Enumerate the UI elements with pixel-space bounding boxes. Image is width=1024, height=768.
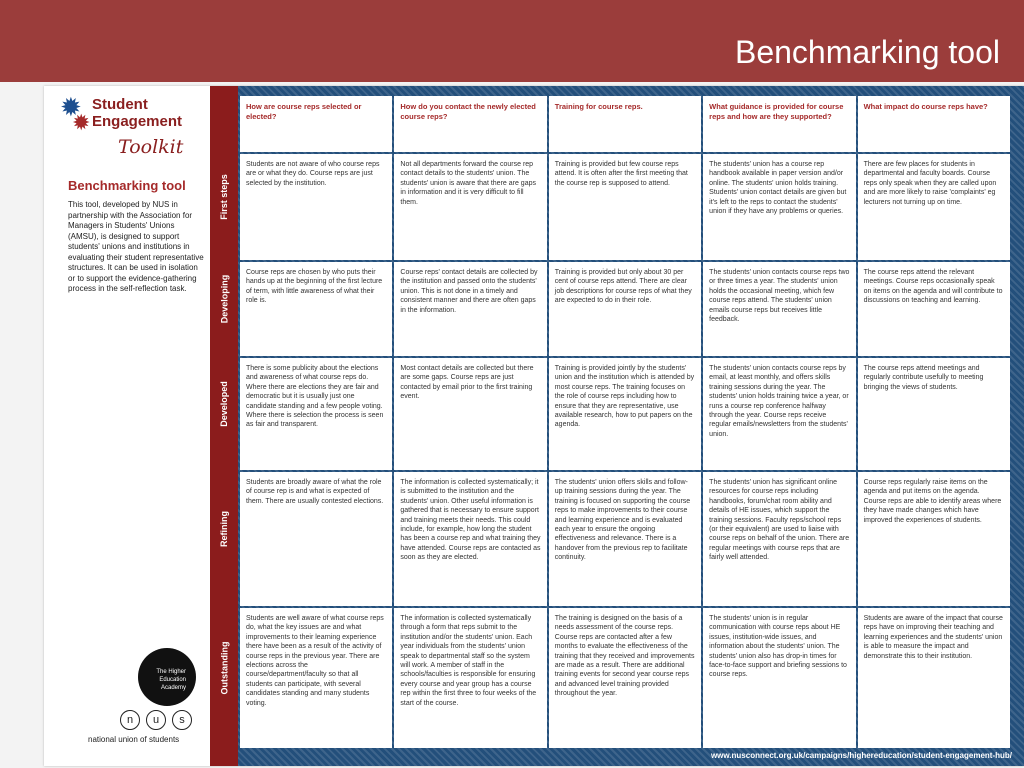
table-cell: Students are broadly aware of what the role of course rep is and what is expected of them. There are usually contested elections. bbox=[240, 472, 392, 606]
sidebar-description: This tool, developed by NUS in partnership with the Association for Managers in Students' Unions (AMSU), is designed to support students' unions and institutions in evaluating their student representative structures. It can be used in isolation or to support the evidence-gathering process in the self-reflection task. bbox=[68, 200, 204, 293]
table-cell: The students' union has a course rep handbook available in paper version and/or online. The students' union holds training. Students' union contact details are given but it's left to the reps to contact the students' union if they have any problems or queries. bbox=[703, 154, 855, 260]
row-label-refining bbox=[210, 462, 238, 596]
table-cell: There is some publicity about the elections and awareness of what course reps do. Where there are elections they are fair and democratic but it is usually just one candidate standing and a few people voting. Where there is selection the process is seen as fair and transparent. bbox=[240, 358, 392, 470]
table-row bbox=[240, 154, 1010, 260]
toolkit-logo bbox=[60, 92, 210, 172]
row-label-developing bbox=[210, 252, 238, 346]
column-header: How are course reps selected or elected? bbox=[240, 96, 392, 152]
table-cell: Training is provided but only about 30 per cent of course reps attend. There are clear job descriptions for course reps of what they are expected to do in their role. bbox=[549, 262, 701, 356]
academy-logo bbox=[138, 648, 196, 706]
row-label-outstanding bbox=[210, 598, 238, 738]
logo-line-2: Engagement bbox=[92, 113, 183, 130]
table-cell: The students' union is in regular communication with course reps about HE issues, institution-wide issues, and information about the students' union. The students' union also has drop-in times for face-to-face support and briefing sessions to course reps. bbox=[703, 608, 855, 748]
logo-line-1: Student bbox=[92, 96, 148, 113]
table-row bbox=[240, 262, 1010, 356]
table-cell: Course reps are chosen by who puts their hands up at the beginning of the first lecture of term, with little awareness of what their role is. bbox=[240, 262, 392, 356]
benchmark-grid bbox=[238, 86, 1024, 766]
gear-icon: ✹ bbox=[72, 110, 91, 135]
table-cell: Students are not aware of who course reps are or what they do. Course reps are just selected by the institution. bbox=[240, 154, 392, 260]
table-cell: Course reps regularly raise items on the agenda and put items on the agenda. Course reps are able to identify areas where they have made changes which have improved the experiences of students. bbox=[858, 472, 1010, 606]
gear-icon: ✹ bbox=[60, 92, 82, 122]
table-cell: Training is provided but few course reps attend. It is often after the first meeting that the course rep is supposed to attend. bbox=[549, 154, 701, 260]
table-cell: Most contact details are collected but there are some gaps. Course reps are just contacted by email prior to the first training event. bbox=[394, 358, 546, 470]
column-header: How do you contact the newly elected course reps? bbox=[394, 96, 546, 152]
sidebar-heading: Benchmarking tool bbox=[68, 178, 186, 193]
table-cell: Training is provided jointly by the students' union and the institution which is attended by most course reps. The training focuses on the role of course reps including how to ensure that they are representative, use available research, how to put papers on the agenda. bbox=[549, 358, 701, 470]
table-cell: The students' union has significant online resources for course reps including handbooks, forum/chat room ability and details of HE issues, which support the training sessions. Faculty reps/school reps (or their equivalent) are used to liaise with course reps on behalf of the union. There are regular meetings with course reps that are fairly well attended. bbox=[703, 472, 855, 606]
footer-url[interactable]: www.nusconnect.org.uk/campaigns/highereducation/student-engagement-hub/ bbox=[710, 751, 1012, 760]
table-cell: Students are well aware of what course reps do, what the key issues are and what improvements to their learning experience there have been as a result of the activity of course reps in the previous year. There are elections across the course/department/faculty so that all students can participate, with several candidates standing and many students voting. bbox=[240, 608, 392, 748]
slide-title: Benchmarking tool bbox=[734, 34, 1000, 70]
table-cell: The training is designed on the basis of a needs assessment of the course reps. Course reps are contacted after a few months to evaluate the effectiveness of the training that they received and improvements are made as a result. There are additional training events for second year course reps and advanced level training provided throughout the year. bbox=[549, 608, 701, 748]
row-label-developed bbox=[210, 348, 238, 460]
benchmark-table bbox=[238, 94, 1012, 750]
table-row bbox=[240, 472, 1010, 606]
table-cell: Course reps' contact details are collected by the institution and passed onto the students' union. This is not done in a timely and consistent manner and there are often gaps in the information. bbox=[394, 262, 546, 356]
column-header: Training for course reps. bbox=[549, 96, 701, 152]
academy-logo-text: The Higher Education Academy bbox=[156, 669, 186, 691]
table-cell: The information is collected systematically; it is submitted to the institution and the students' union. Other useful information is gathered that is necessary to ensure support and training meets their needs. This could include, for example, how long the student has been a course rep and what training they have attended. Course reps are contacted as soon as they are elected. bbox=[394, 472, 546, 606]
logo-line-3: Toolkit bbox=[118, 136, 184, 158]
table-cell: The students' union contacts course reps two or three times a year. The students' union holds the occasional meeting, which few course reps attend. The students' union emails course reps but receives little feedback. bbox=[703, 262, 855, 356]
column-header: What impact do course reps have? bbox=[858, 96, 1010, 152]
table-row bbox=[240, 608, 1010, 748]
benchmarking-document bbox=[44, 86, 1024, 766]
row-label-text: Developing bbox=[219, 274, 230, 324]
table-cell: The students' union contacts course reps by email, at least monthly, and offers skills training sessions during the year. The students' union holds training twice a year, or runs a course rep conference halfway through the year. Course reps receive regular emails/newsletters from the students' union. bbox=[703, 358, 855, 470]
table-header-row bbox=[240, 96, 1010, 152]
row-label-text: First steps bbox=[219, 174, 230, 220]
column-header: What guidance is provided for course reps and how are they supported? bbox=[703, 96, 855, 152]
row-label-text: Outstanding bbox=[219, 641, 229, 695]
nus-text: national union of students bbox=[88, 735, 180, 744]
document-sidebar bbox=[44, 86, 210, 766]
nus-letter: n bbox=[120, 710, 140, 730]
table-cell: The students' union offers skills and follow-up training sessions during the year. The training is focused on supporting the course reps to make improvements to their course and learning experience and is evaluated each year to ensure the ongoing effectiveness and relevance. There is a handover from the previous rep to facilitate continuity. bbox=[549, 472, 701, 606]
table-cell: Students are aware of the impact that course reps have on improving their teaching and learning experiences and the students' union is able to measure the impact and demonstrate this to their institution. bbox=[858, 608, 1010, 748]
nus-letter: u bbox=[146, 710, 166, 730]
row-label-text: Developed bbox=[219, 381, 230, 427]
title-bar bbox=[0, 0, 1024, 82]
table-cell: The information is collected systematically through a form that reps submit to the institution and/or the students' union. Each year individuals from the students' union speak to departmental staff so the system will work. A member of staff in the schools/faculties is responsible for ensuring every course and year group has a course rep within the first three to four weeks of the start of the course. bbox=[394, 608, 546, 748]
nus-logo bbox=[120, 710, 210, 732]
table-cell: There are few places for students in departmental and faculty boards. Course reps only speak when they are called upon and are more likely to raise 'complaints' eg lecturers not turning up on time. bbox=[858, 154, 1010, 260]
nus-letter: s bbox=[172, 710, 192, 730]
table-cell: The course reps attend meetings and regularly contribute usefully to meeting bringing the views of students. bbox=[858, 358, 1010, 470]
row-label-text: Refining bbox=[219, 511, 229, 547]
table-cell: Not all departments forward the course rep contact details to the students' union. The students' union is aware that there are gaps in information and it is very difficult to fill them. bbox=[394, 154, 546, 260]
row-label-first-steps bbox=[210, 144, 238, 250]
table-row bbox=[240, 358, 1010, 470]
table-cell: The course reps attend the relevant meetings. Course reps occasionally speak on items on the agenda and will contribute to discussions on teaching and learning. bbox=[858, 262, 1010, 356]
